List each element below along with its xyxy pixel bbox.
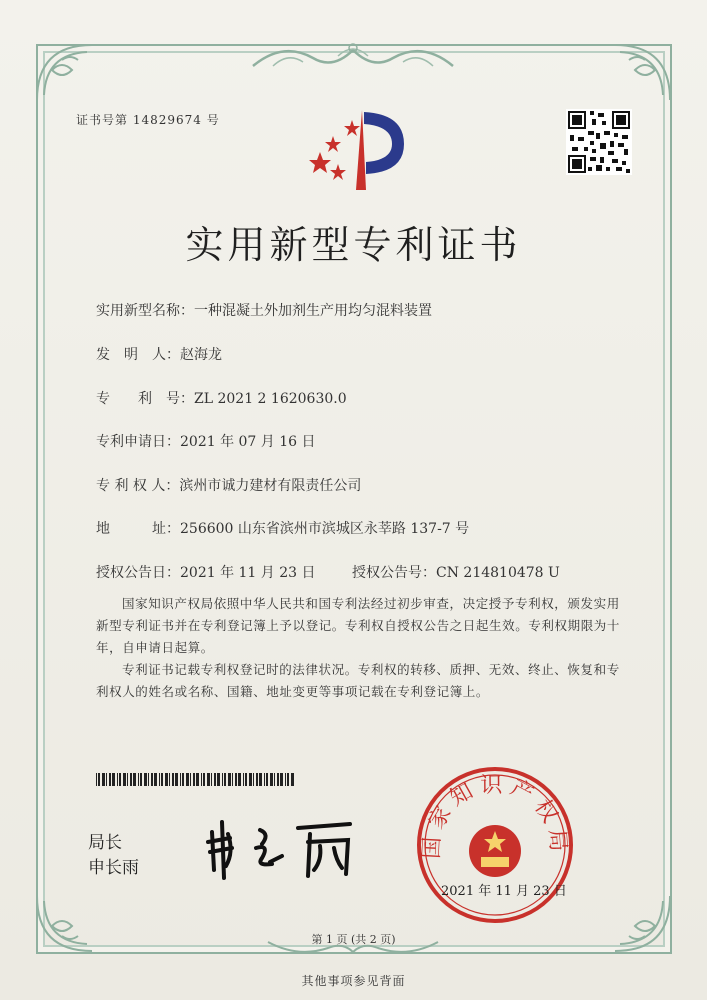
field-label: 专 利 号： <box>96 391 194 407</box>
field-value: CN 214810478 U <box>436 565 560 581</box>
field-value: ZL 2021 2 1620630.0 <box>194 391 347 407</box>
field-announcement <box>96 562 316 582</box>
corner-ornament-top-left <box>32 40 102 110</box>
seal-date: 2021 年 11 月 23 日 <box>441 884 567 899</box>
field-label: 授权公告日： <box>96 565 180 581</box>
field-value: 滨州市诚力建材有限责任公司 <box>179 478 362 494</box>
field-application-date <box>96 431 316 451</box>
director-name: 申长雨 <box>88 858 139 878</box>
field-label: 专 利 权 人： <box>96 478 180 494</box>
handwritten-signature <box>200 812 360 882</box>
corner-ornament-top-right <box>605 40 675 110</box>
footer-note: 其他事项参见背面 <box>301 974 406 988</box>
official-seal <box>415 765 575 925</box>
field-inventor <box>96 344 222 364</box>
field-label: 授权公告号： <box>352 565 436 581</box>
seal-text: 国家知识产权局 <box>419 773 571 860</box>
field-patent-number <box>96 388 347 408</box>
certificate-title: 实用新型专利证书 <box>185 223 522 267</box>
field-value: 256600 山东省滨州市滨城区永莘路 137-7 号 <box>180 521 470 537</box>
certificate-number-value: 14829674 <box>132 113 202 127</box>
qr-code-icon <box>566 109 632 175</box>
director-title: 局长 <box>88 833 122 853</box>
certificate-number-label: 证书号第 <box>76 113 129 127</box>
barcode-icon <box>96 773 294 786</box>
patent-office-logo-icon <box>300 100 410 195</box>
page-number: 第 1 页 (共 2 页) <box>311 933 396 946</box>
field-label: 专利申请日： <box>96 434 180 450</box>
field-label: 实用新型名称： <box>96 303 194 319</box>
certificate-number-suffix: 号 <box>206 113 220 127</box>
field-value: 一种混凝土外加剂生产用均匀混料装置 <box>194 303 432 319</box>
field-patentee <box>96 475 361 495</box>
field-label: 地 址： <box>96 521 180 537</box>
field-announcement-number <box>352 562 560 582</box>
field-value: 2021 年 07 月 16 日 <box>180 434 316 450</box>
grant-statement-paragraph: 国家知识产权局依照中华人民共和国专利法经过初步审查，决定授予专利权，颁发实用新型专利证书并在专利登记簿上予以登记。专利权自授权公告之日起生效。专利权期限为十年，自申请日起算。 <box>96 596 621 655</box>
top-ornament <box>243 36 463 76</box>
certificate-number <box>76 111 220 128</box>
field-utility-model-name <box>96 300 432 320</box>
legal-status-paragraph: 专利证书记载专利权登记时的法律状况。专利权的转移、质押、无效、终止、恢复和专利权人的姓名或名称、国籍、地址变更等事项记载在专利登记簿上。 <box>96 662 620 699</box>
field-value: 2021 年 11 月 23 日 <box>180 565 316 581</box>
field-address <box>96 518 469 538</box>
field-value: 赵海龙 <box>180 347 222 363</box>
field-label: 发 明 人： <box>96 347 180 363</box>
